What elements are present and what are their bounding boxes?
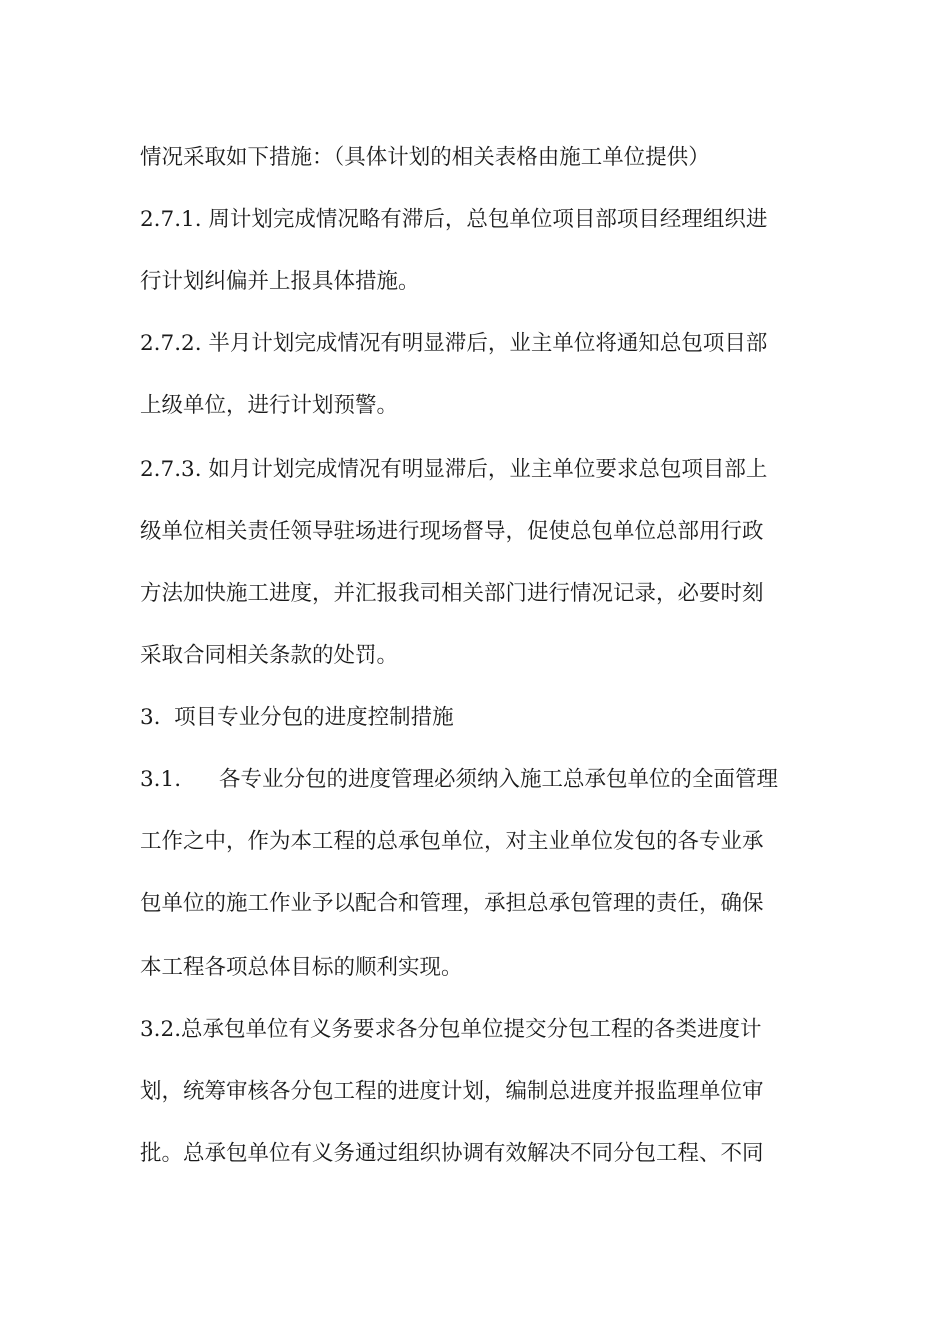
text-line (140, 517, 764, 547)
line-text: 划，统筹审核各分包工程的进度计划，编制总进度并报监理单位审 (140, 1079, 764, 1104)
clause-number: 3.1. (140, 767, 182, 792)
text-line (140, 765, 778, 795)
line-text: 方法加快施工进度，并汇报我司相关部门进行情况记录，必要时刻 (140, 581, 764, 606)
line-text: 批。总承包单位有义务通过组织协调有效解决不同分包工程、不同 (140, 1141, 764, 1166)
line-text: 上级单位，进行计划预警。 (140, 393, 399, 418)
line-text: 各专业分包的进度管理必须纳入施工总承包单位的全面管理 (219, 767, 779, 792)
line-text: 工作之中，作为本工程的总承包单位，对主业单位发包的各专业承 (140, 829, 764, 854)
line-text: 包单位的施工作业予以配合和管理，承担总承包管理的责任，确保 (140, 891, 764, 916)
text-line (140, 827, 764, 857)
line-text: 采取合同相关条款的处罚。 (140, 643, 399, 668)
line-text: 行计划纠偏并上报具体措施。 (140, 269, 420, 294)
text-line (140, 205, 767, 235)
line-text: 2.7.3. 如月计划完成情况有明显滞后，业主单位要求总包项目部上 (140, 457, 768, 482)
text-line (140, 1139, 764, 1169)
line-text: 本工程各项总体目标的顺利实现。 (140, 955, 463, 980)
text-line (140, 1077, 764, 1107)
line-text: 3.2.总承包单位有义务要求各分包单位提交分包工程的各类进度计 (140, 1017, 762, 1042)
text-line (140, 329, 767, 359)
text-line (140, 143, 710, 173)
line-text: 2.7.1. 周计划完成情况略有滞后，总包单位项目部项目经理组织进 (140, 207, 768, 232)
line-text: 2.7.2. 半月计划完成情况有明显滞后，业主单位将通知总包项目部 (140, 331, 768, 356)
text-line (140, 579, 764, 609)
text-line (140, 267, 420, 297)
text-line (140, 1015, 762, 1045)
heading-text: 3. 项目专业分包的进度控制措施 (140, 705, 454, 730)
line-text: 级单位相关责任领导驻场进行现场督导，促使总包单位总部用行政 (140, 519, 764, 544)
line-text: 情况采取如下措施：（具体计划的相关表格由施工单位提供） (140, 145, 710, 170)
text-line (140, 641, 398, 671)
text-line (140, 953, 463, 983)
text-line (140, 391, 398, 421)
text-line (140, 889, 764, 919)
section-heading (140, 703, 454, 733)
text-line (140, 455, 767, 485)
